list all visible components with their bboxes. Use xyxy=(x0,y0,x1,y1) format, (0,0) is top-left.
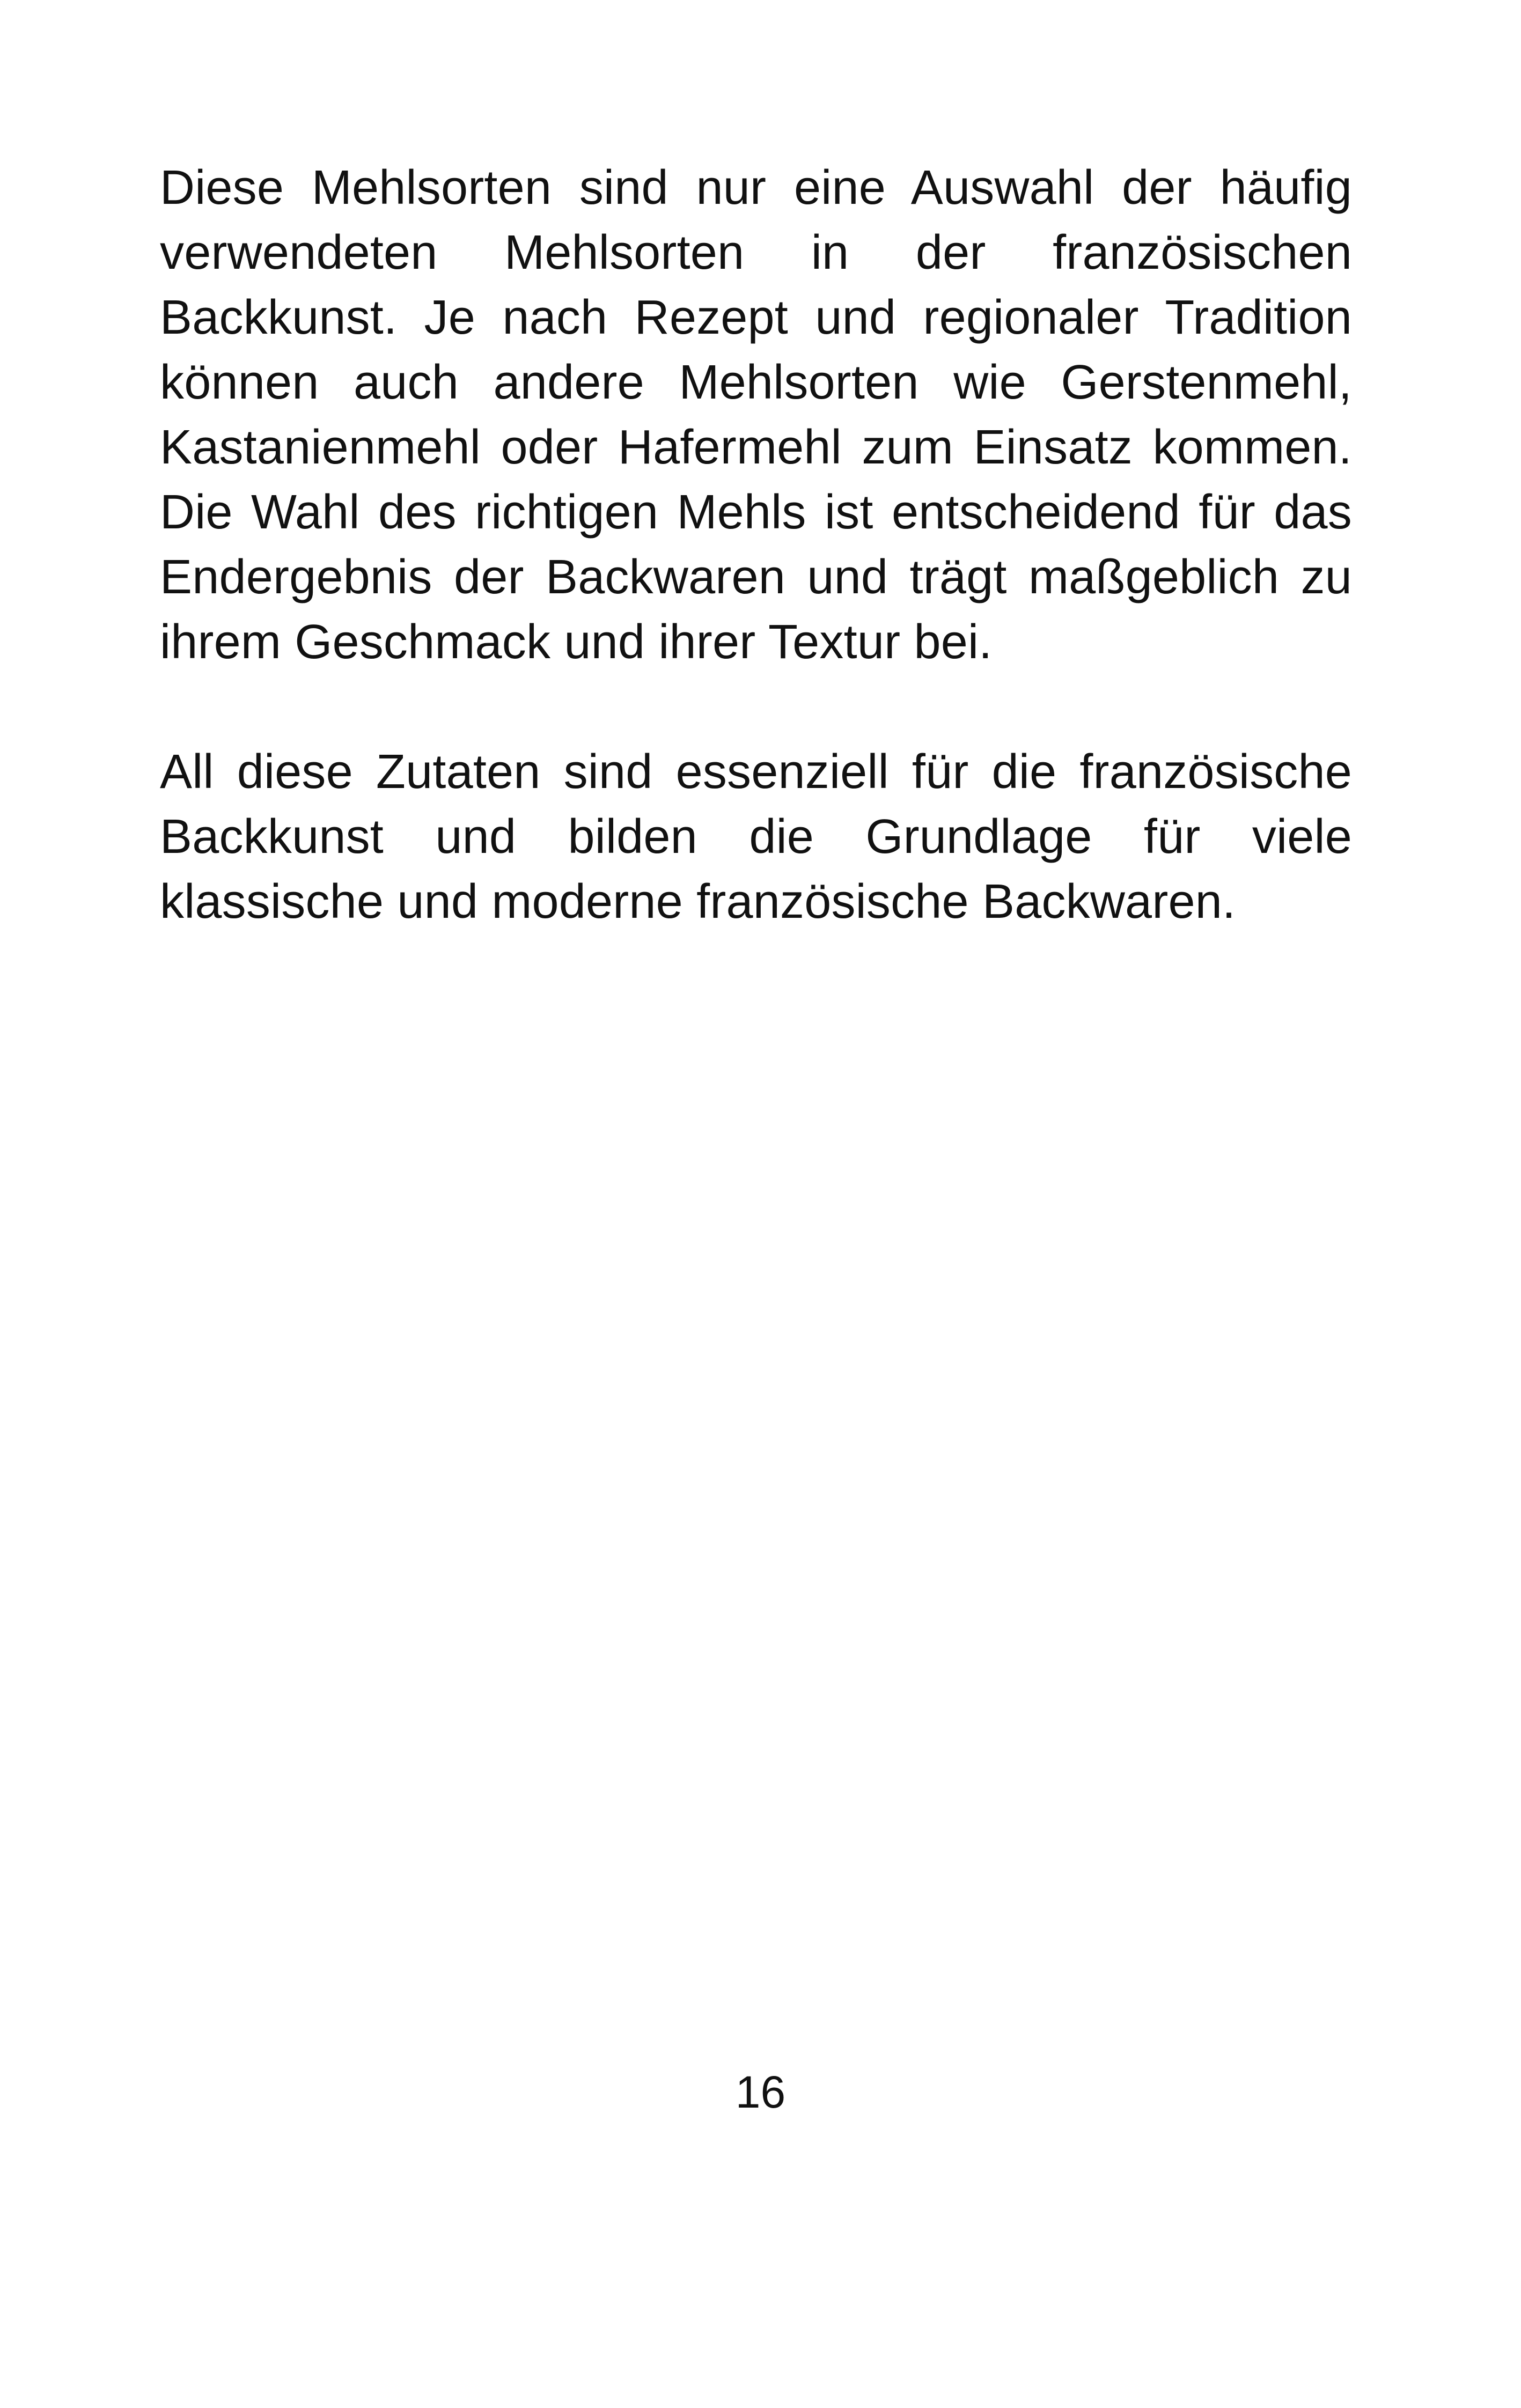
page-number: 16 xyxy=(735,2067,786,2117)
paragraph-flour-types: Diese Mehlsorten sind nur eine Auswahl der häufig verwendeten Mehlsorten in der französischen Backkunst. Je nach Rezept und regionaler Tradition können auch andere Mehlsorten wie Gerstenmehl, Kastanienmehl oder Hafermehl zum Einsatz kommen. Die Wahl des richtigen Mehls ist entscheidend für das Endergebnis der Backwaren und trägt maßgeblich zu ihrem Geschmack und ihrer Textur bei. xyxy=(160,161,1352,669)
body-text xyxy=(160,156,1352,934)
paragraph-ingredients-summary: All diese Zutaten sind essenziell für die französische Backkunst und bilden die Grundlage für viele klassische und moderne französische Backwaren. xyxy=(160,745,1352,929)
